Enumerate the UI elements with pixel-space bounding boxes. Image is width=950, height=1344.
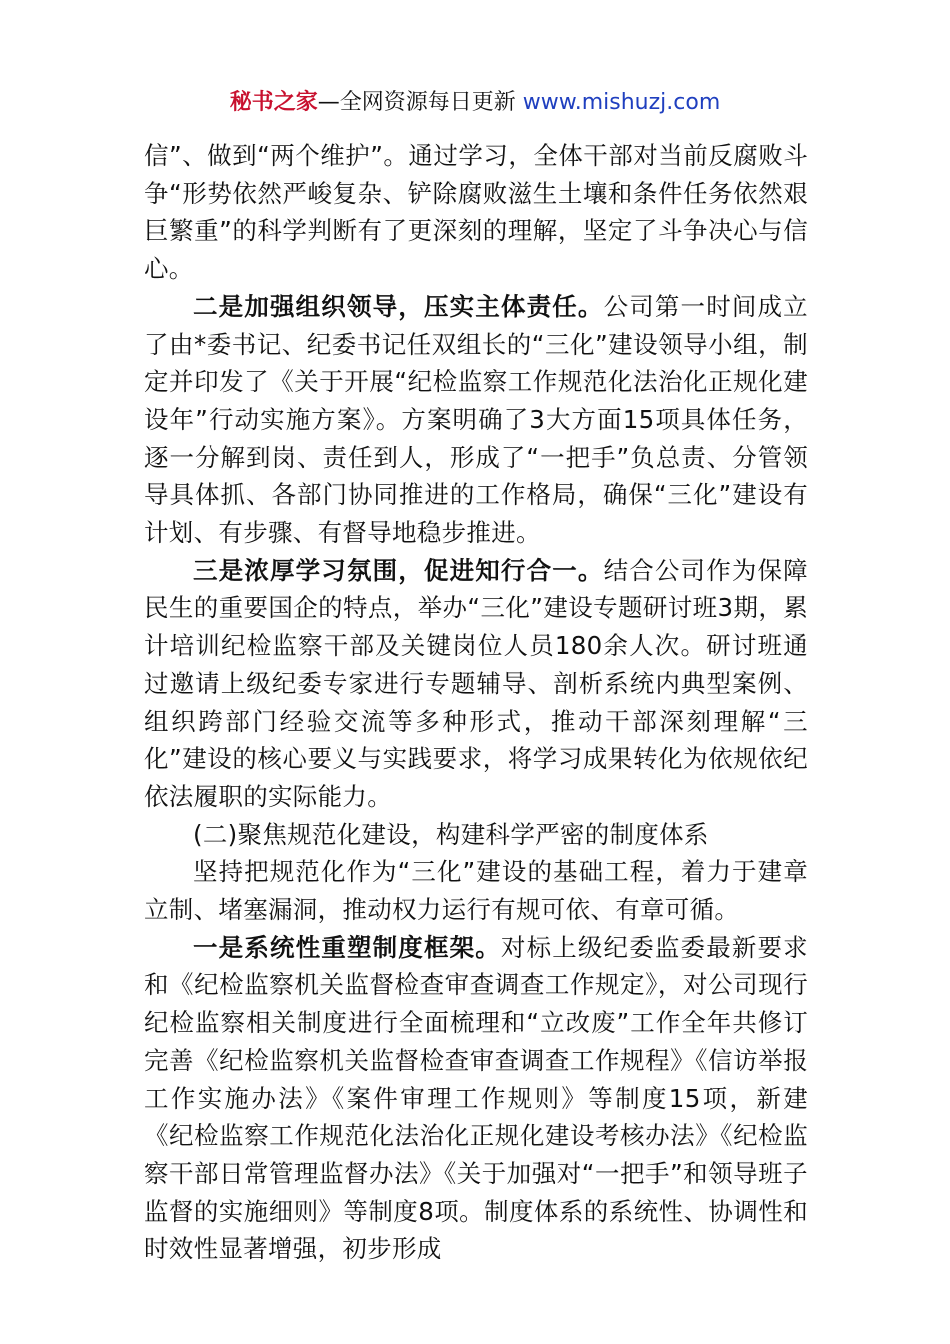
site-url-link[interactable]: www.mishuzj.com xyxy=(522,90,721,115)
section-heading-text: (二)聚焦规范化建设，构建科学严密的制度体系 xyxy=(193,819,709,849)
brand-name: 秘书之家 xyxy=(229,90,318,115)
paragraph-heading: 二是加强组织领导，压实主体责任。 xyxy=(193,291,604,321)
paragraph-learning-atmosphere xyxy=(144,552,808,816)
site-header xyxy=(0,86,950,120)
document-body xyxy=(144,137,808,1268)
header-tagline: —全网资源每日更新 xyxy=(317,90,516,115)
paragraph-continuation xyxy=(144,137,808,288)
paragraph-text: 坚持把规范化作为“三化”建设的基础工程，着力于建章立制、堵塞漏洞，推动权力运行有规可依、有章可循。 xyxy=(144,857,808,925)
paragraph-heading: 三是浓厚学习氛围，促进知行合一。 xyxy=(193,555,604,585)
paragraph-organization-leadership xyxy=(144,288,808,552)
paragraph-standardization-intro xyxy=(144,853,808,928)
section-heading xyxy=(144,816,808,854)
paragraph-text: 结合公司作为保障民生的重要国企的特点，举办“三化”建设专题研讨班3期，累计培训纪检监察干部及关键岗位人员180余人次。研讨班通过邀请上级纪委专家进行专题辅导、剖析系统内典型案例、组织跨部门经验交流等多种形式，推动干部深刻理解“三化”建设的核心要义与实践要求，将学习成果转化为依规依纪依法履职的实际能力。 xyxy=(144,555,808,811)
paragraph-text: 对标上级纪委监委最新要求和《纪检监察机关监督检查审查调查工作规定》，对公司现行纪检监察相关制度进行全面梳理和“立改废”工作全年共修订完善《纪检监察机关监督检查审查调查工作规程》《信访举报工作实施办法》《案件审理工作规则》等制度15项，新建《纪检监察工作规范化法治化正规化建设考核办法》《纪检监察干部日常管理监督办法》《关于加强对“一把手”和领导班子监督的实施细则》等制度8项。制度体系的系统性、协调性和时效性显著增强，初步形成 xyxy=(144,932,808,1264)
paragraph-heading: 一是系统性重塑制度框架。 xyxy=(193,932,501,962)
paragraph-system-framework xyxy=(144,929,808,1268)
paragraph-text: 公司第一时间成立了由*委书记、纪委书记任双组长的“三化”建设领导小组，制定并印发了《关于开展“纪检监察工作规范化法治化正规化建设年”行动实施方案》。方案明确了3大方面15项具体任务，逐一分解到岗、责任到人，形成了“一把手”负总责、分管领导具体抓、各部门协同推进的工作格局，确保“三化”建设有计划、有步骤、有督导地稳步推进。 xyxy=(144,291,808,548)
paragraph-text: 信”、做到“两个维护”。通过学习，全体干部对当前反腐败斗争“形势依然严峻复杂、铲除腐败滋生土壤和条件任务依然艰巨繁重”的科学判断有了更深刻的理解，坚定了斗争决心与信心。 xyxy=(144,141,808,284)
